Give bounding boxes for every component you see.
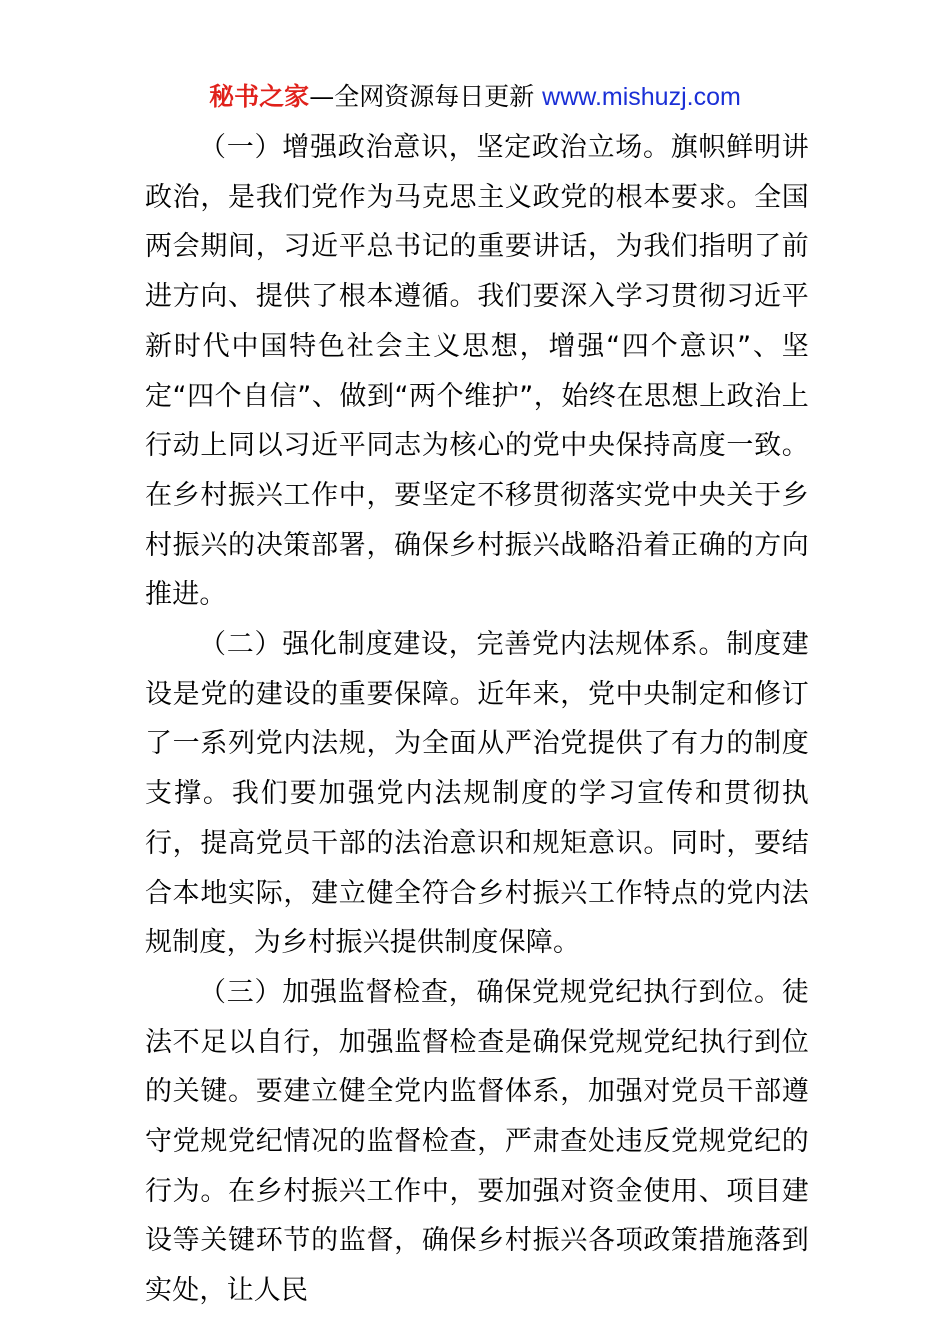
site-brand: 秘书之家 <box>209 82 310 111</box>
site-slogan: —全网资源每日更新 <box>309 82 535 111</box>
paragraph-2: （二）强化制度建设，完善党内法规体系。制度建设是党的建设的重要保障。近年来，党中央制定和修订了一系列党内法规，为全面从严治党提供了有力的制度支撑。我们要加强党内法规制度的学习宣传和贯彻执行，提高党员干部的法治意识和规矩意识。同时，要结合本地实际，建立健全符合乡村振兴工作特点的党内法规制度，为乡村振兴提供制度保障。 <box>145 629 809 959</box>
site-url-link[interactable]: www.mishuzj.com <box>542 83 741 111</box>
paragraph-1: （一）增强政治意识，坚定政治立场。旗帜鲜明讲政治，是我们党作为马克思主义政党的根本要求。全国两会期间，习近平总书记的重要讲话，为我们指明了前进方向、提供了根本遵循。我们要深入学习贯彻习近平新时代中国特色社会主义思想，增强“四个意识”、坚定“四个自信”、做到“两个维护”，始终在思想上政治上行动上同以习近平同志为核心的党中央保持高度一致。在乡村振兴工作中，要坚定不移贯彻落实党中央关于乡村振兴的决策部署，确保乡村振兴战略沿着正确的方向推进。 <box>145 132 809 611</box>
paragraph-3: （三）加强监督检查，确保党规党纪执行到位。徒法不足以自行，加强监督检查是确保党规党纪执行到位的关键。要建立健全党内监督体系，加强对党员干部遵守党规党纪情况的监督检查，严肃查处违反党规党纪的行为。在乡村振兴工作中，要加强对资金使用、项目建设等关键环节的监督，确保乡村振兴各项政策措施落到实处，让人民 <box>145 976 809 1307</box>
document-body <box>145 123 809 1316</box>
site-header <box>0 80 950 114</box>
